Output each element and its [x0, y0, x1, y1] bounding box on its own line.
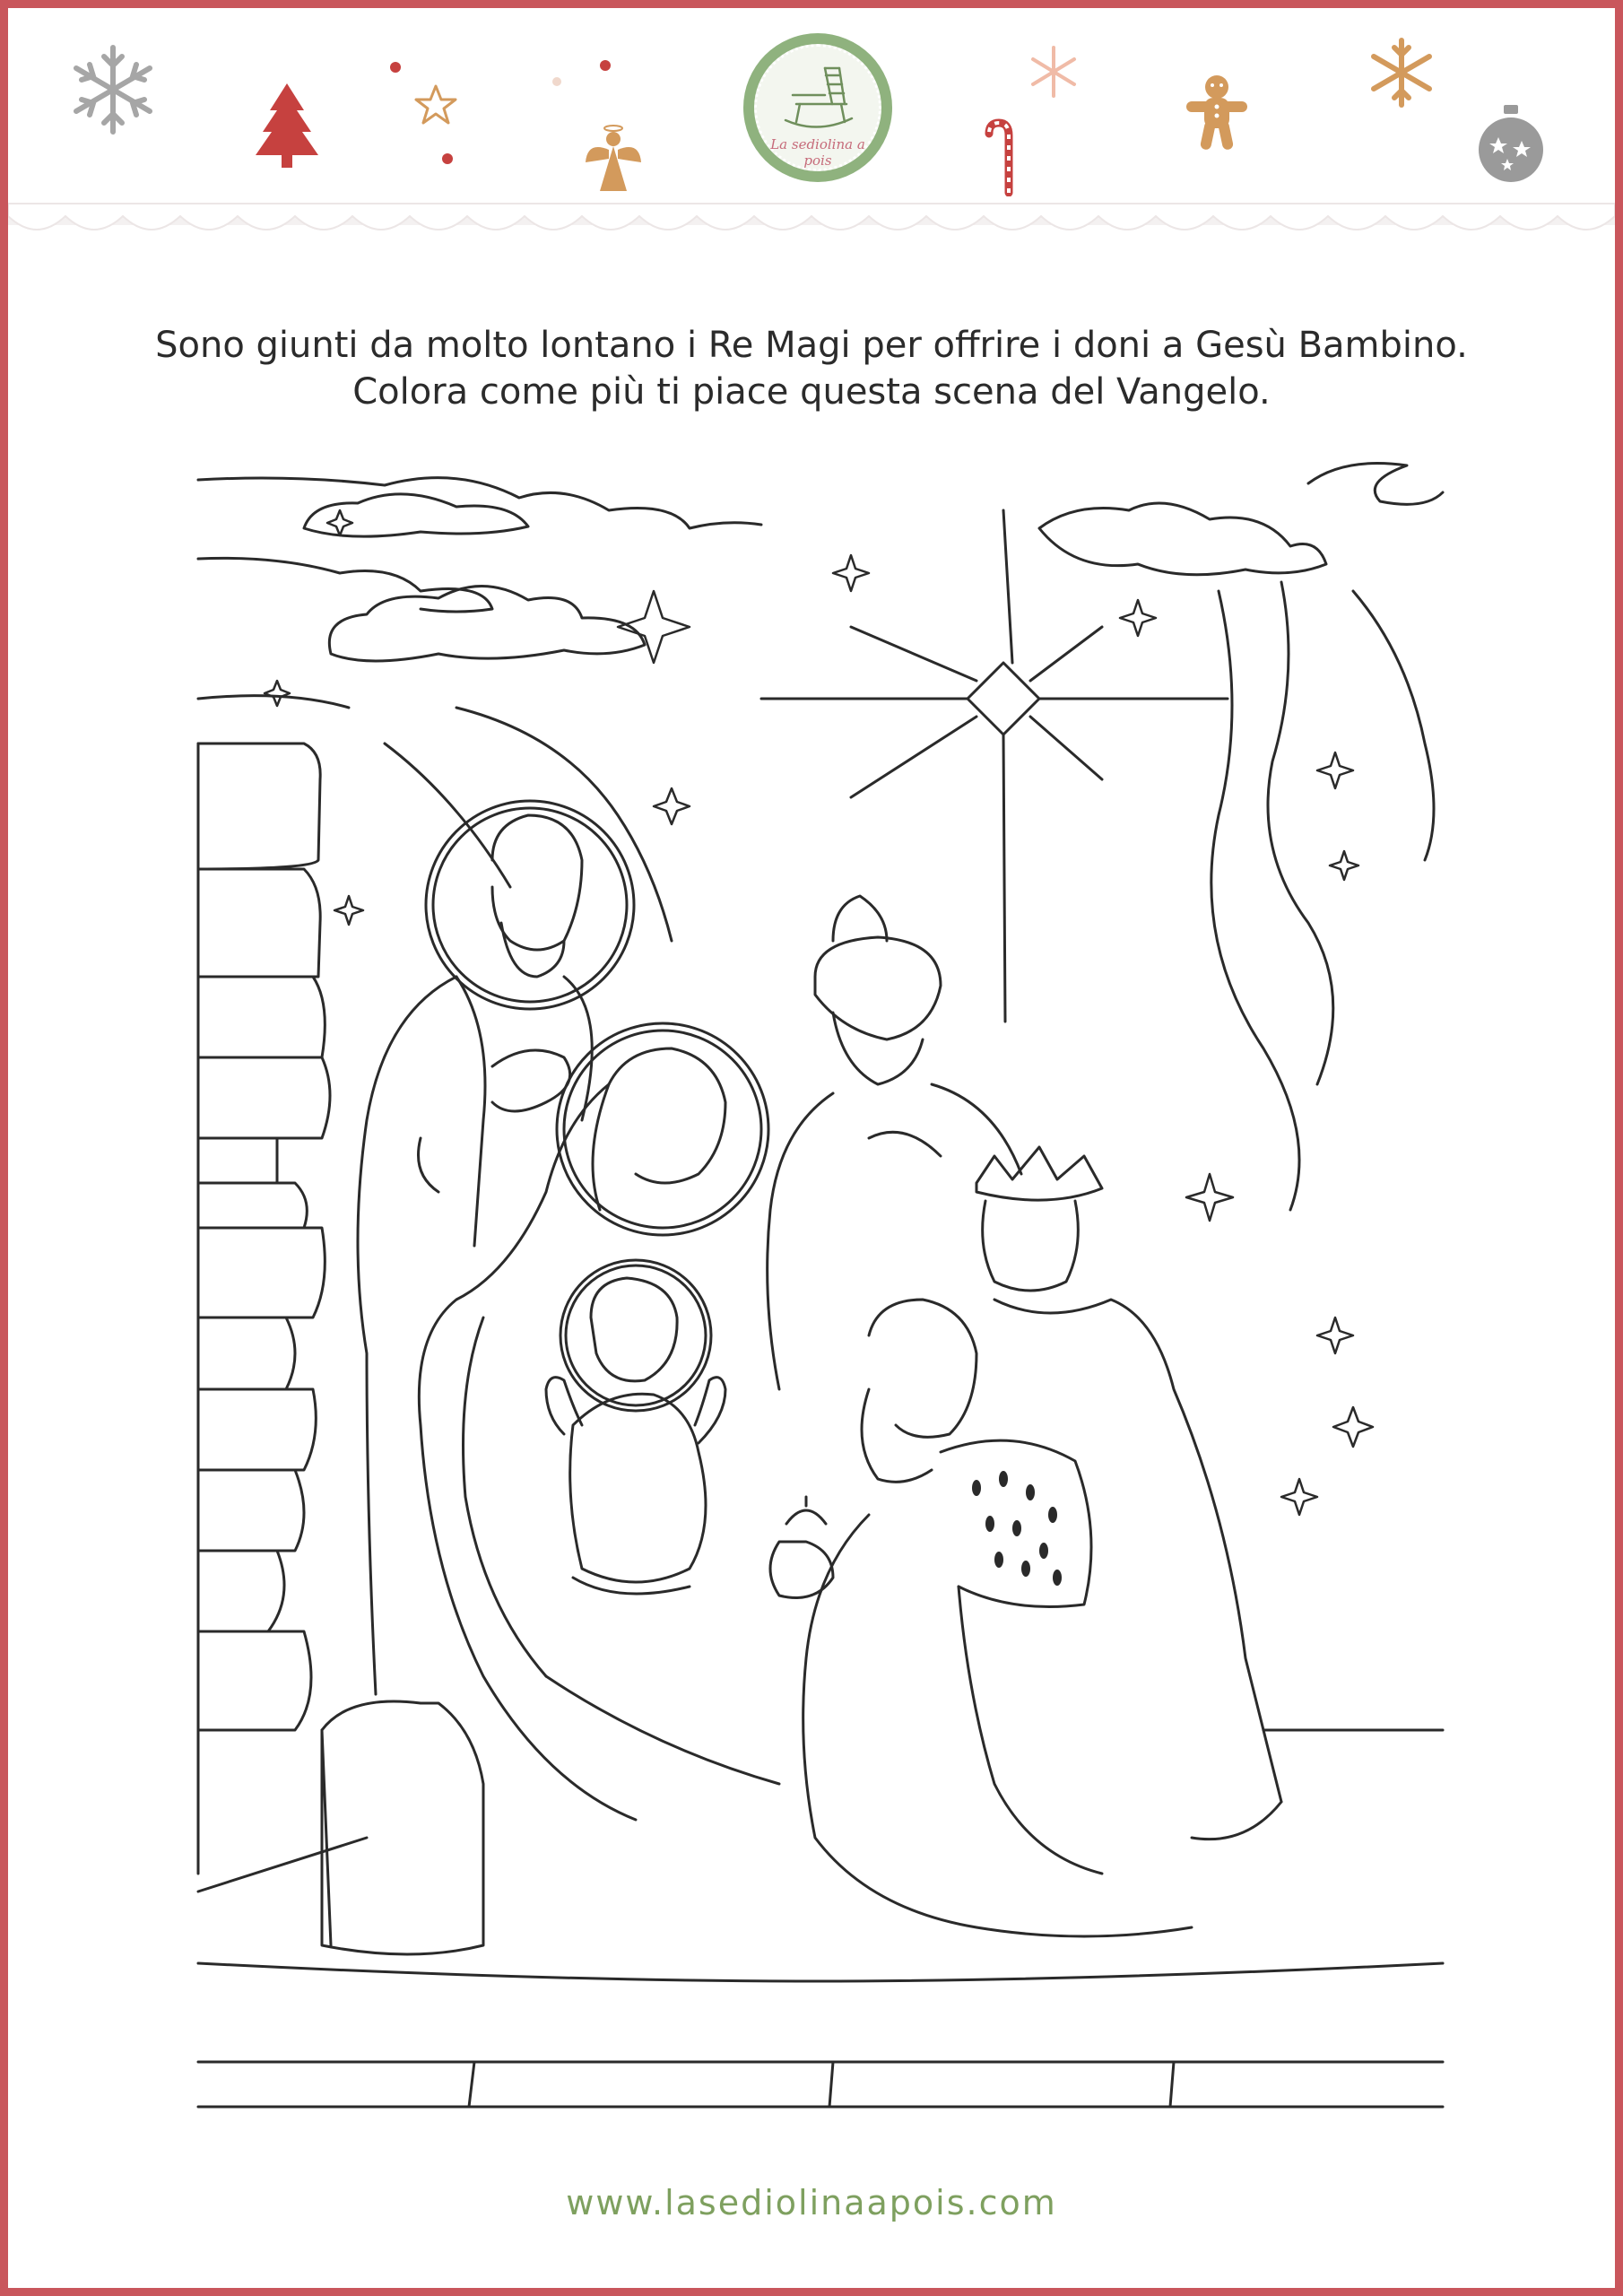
cloud: [198, 478, 761, 528]
logo-text: La sediolina a pois: [770, 136, 865, 169]
small-stars: [265, 510, 1373, 1515]
mary-figure: [419, 1048, 779, 1820]
angel-icon: [582, 123, 645, 195]
cloud: [198, 558, 492, 612]
snowflake-icon: [1026, 44, 1081, 100]
instructions-line-2: Colora come più ti piace questa scena del Vangelo.: [352, 371, 1271, 413]
standing-magus-figure: [768, 896, 1021, 1389]
cloud: [329, 586, 645, 661]
candy-cane-icon: [984, 116, 1025, 196]
brand-logo: [743, 33, 892, 182]
joseph-figure: [358, 815, 592, 1694]
website-url[interactable]: www.lasediolinaapois.com: [566, 2183, 1057, 2222]
instructions-text: [80, 322, 1543, 415]
star-icon: [413, 83, 458, 126]
cloud: [1308, 464, 1443, 505]
christmas-tree-icon: [252, 80, 322, 170]
bethlehem-star: [761, 510, 1228, 1022]
crowned-magus-figure: [976, 1147, 1281, 1839]
rocking-chair-icon: [780, 63, 855, 135]
stone-seat: [322, 1701, 483, 1954]
snowflake-icon: [64, 40, 162, 139]
snowflake-icon: [1364, 35, 1439, 110]
kneeling-magus-figure: [770, 1300, 1192, 1936]
ermine-spots: [972, 1471, 1062, 1586]
cloud: [1039, 503, 1326, 575]
instructions-line-1: Sono giunti da molto lontano i Re Magi per offrire i doni a Gesù Bambino.: [155, 325, 1468, 366]
gingerbread-man-icon: [1183, 73, 1251, 153]
child-figure: [546, 1278, 725, 1594]
header-band: [8, 8, 1615, 250]
ornament-ball-icon: [1475, 101, 1547, 187]
nativity-coloring-illustration: [187, 439, 1461, 2143]
